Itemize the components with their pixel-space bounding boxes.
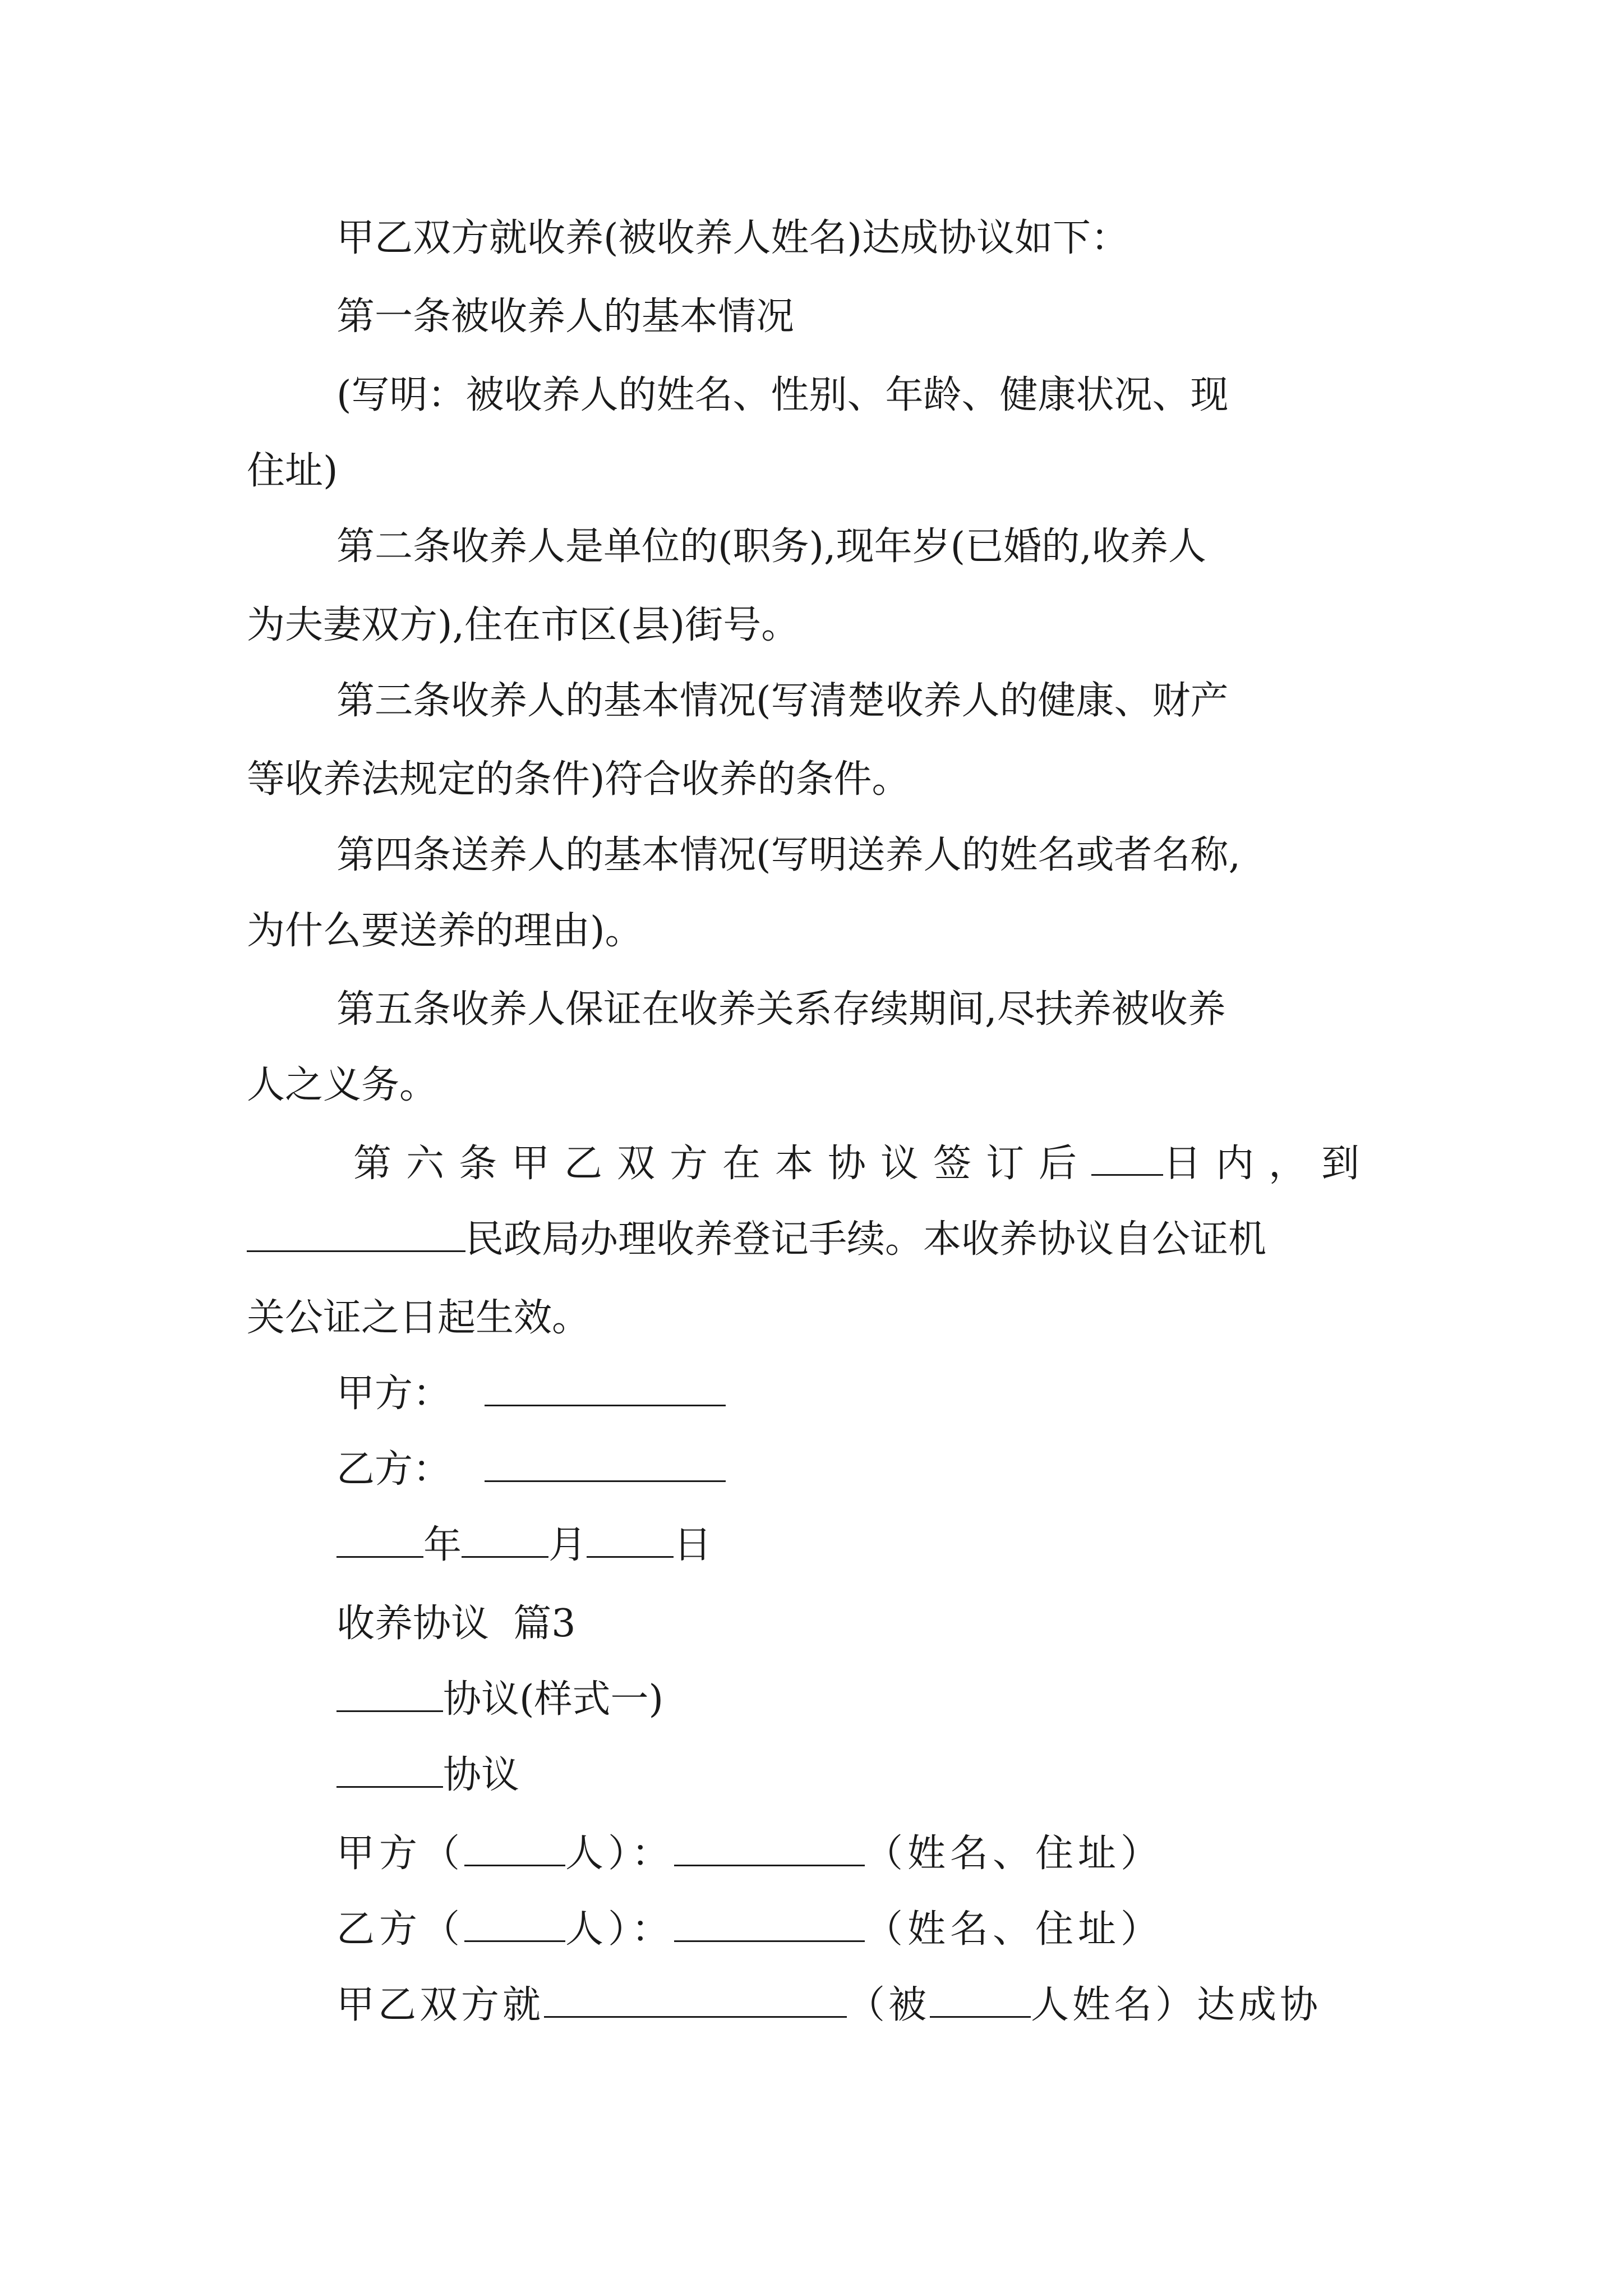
month-label: 月 — [548, 1523, 587, 1567]
title-text: 协议 — [443, 1753, 520, 1797]
article-3-line-2: 等收养法规定的条件)符合收养的条件。 — [247, 757, 910, 802]
article-6-text-b: 日内，到 — [1163, 1142, 1374, 1186]
article-2-line-2: 为夫妻双方),住在市区(县)街号。 — [247, 603, 800, 647]
civil-affairs-blank — [247, 1218, 465, 1252]
party-b-close: 人）： — [565, 1907, 675, 1952]
title-blank — [336, 1754, 443, 1788]
party-b-role-blank — [464, 1908, 565, 1942]
article-6-text-c: 民政局办理收养登记手续。本收养协议自公证机 — [465, 1217, 1267, 1262]
title-line — [336, 1753, 1374, 1798]
party-a-blank — [485, 1372, 726, 1406]
final-blank-1 — [544, 1984, 847, 2018]
paragraph-intro: 甲乙双方就收养(被收养人姓名)达成协议如下： — [336, 216, 1129, 260]
article-1-line-1: (写明：被收养人的姓名、性别、年龄、健康状况、现 — [336, 373, 1229, 417]
article-5-line-1: 第五条收养人保证在收养关系存续期间,尽扶养被收养 — [336, 987, 1226, 1032]
final-text-c: 人姓名）达成协 — [1031, 1983, 1322, 2027]
party-a-name-blank — [674, 1832, 865, 1866]
final-text-b: （被 — [847, 1983, 930, 2027]
article-3-line-1: 第三条收养人的基本情况(写清楚收养人的健康、财产 — [336, 679, 1229, 723]
party-a-info-line — [336, 1832, 1374, 1876]
article-5-line-2: 人之义务。 — [247, 1063, 438, 1107]
article-6-line-2 — [247, 1217, 1374, 1262]
party-b-name-addr: （姓名、住址） — [865, 1907, 1164, 1952]
title-sample-blank — [336, 1678, 443, 1712]
document-page — [247, 0, 1374, 2296]
party-b-name-blank — [674, 1908, 865, 1942]
party-a-label: 甲方： — [336, 1372, 451, 1416]
article-1-line-2: 住址) — [247, 449, 338, 493]
days-blank — [1091, 1142, 1163, 1176]
article-6-text-a: 第六条甲乙双方在本协议签订后 — [353, 1142, 1092, 1186]
article-6-line-3: 关公证之日起生效。 — [247, 1296, 591, 1340]
party-a-role-blank — [464, 1832, 565, 1866]
year-label: 年 — [423, 1523, 462, 1567]
party-b-info-line — [336, 1907, 1374, 1952]
party-b-open: 乙方（ — [336, 1907, 465, 1952]
party-a-open: 甲方（ — [336, 1832, 465, 1876]
day-label: 日 — [674, 1523, 712, 1567]
party-b-blank — [485, 1448, 726, 1482]
month-blank — [462, 1524, 548, 1558]
final-line — [336, 1983, 1374, 2028]
title-sample-text: 协议(样式一) — [443, 1677, 664, 1722]
party-b-label: 乙方： — [336, 1447, 451, 1492]
party-b-sign-line — [336, 1447, 1374, 1492]
party-a-close: 人）： — [565, 1832, 675, 1876]
party-a-sign-line — [336, 1372, 1374, 1416]
party-a-name-addr: （姓名、住址） — [865, 1832, 1164, 1876]
article-4-line-1: 第四条送养人的基本情况(写明送养人的姓名或者名称, — [336, 833, 1241, 877]
final-text-a: 甲乙双方就 — [336, 1983, 545, 2027]
article-6-line-1 — [353, 1142, 1374, 1186]
year-blank — [336, 1524, 423, 1558]
section-3-heading: 收养协议 篇3 — [336, 1602, 576, 1646]
day-blank — [587, 1524, 674, 1558]
final-blank-2 — [930, 1984, 1031, 2018]
article-1-heading: 第一条被收养人的基本情况 — [336, 295, 795, 339]
article-4-line-2: 为什么要送养的理由)。 — [247, 909, 643, 953]
article-2-line-1: 第二条收养人是单位的(职务),现年岁(已婚的,收养人 — [336, 524, 1206, 569]
title-sample-line — [336, 1677, 1374, 1722]
date-line — [336, 1523, 1374, 1568]
